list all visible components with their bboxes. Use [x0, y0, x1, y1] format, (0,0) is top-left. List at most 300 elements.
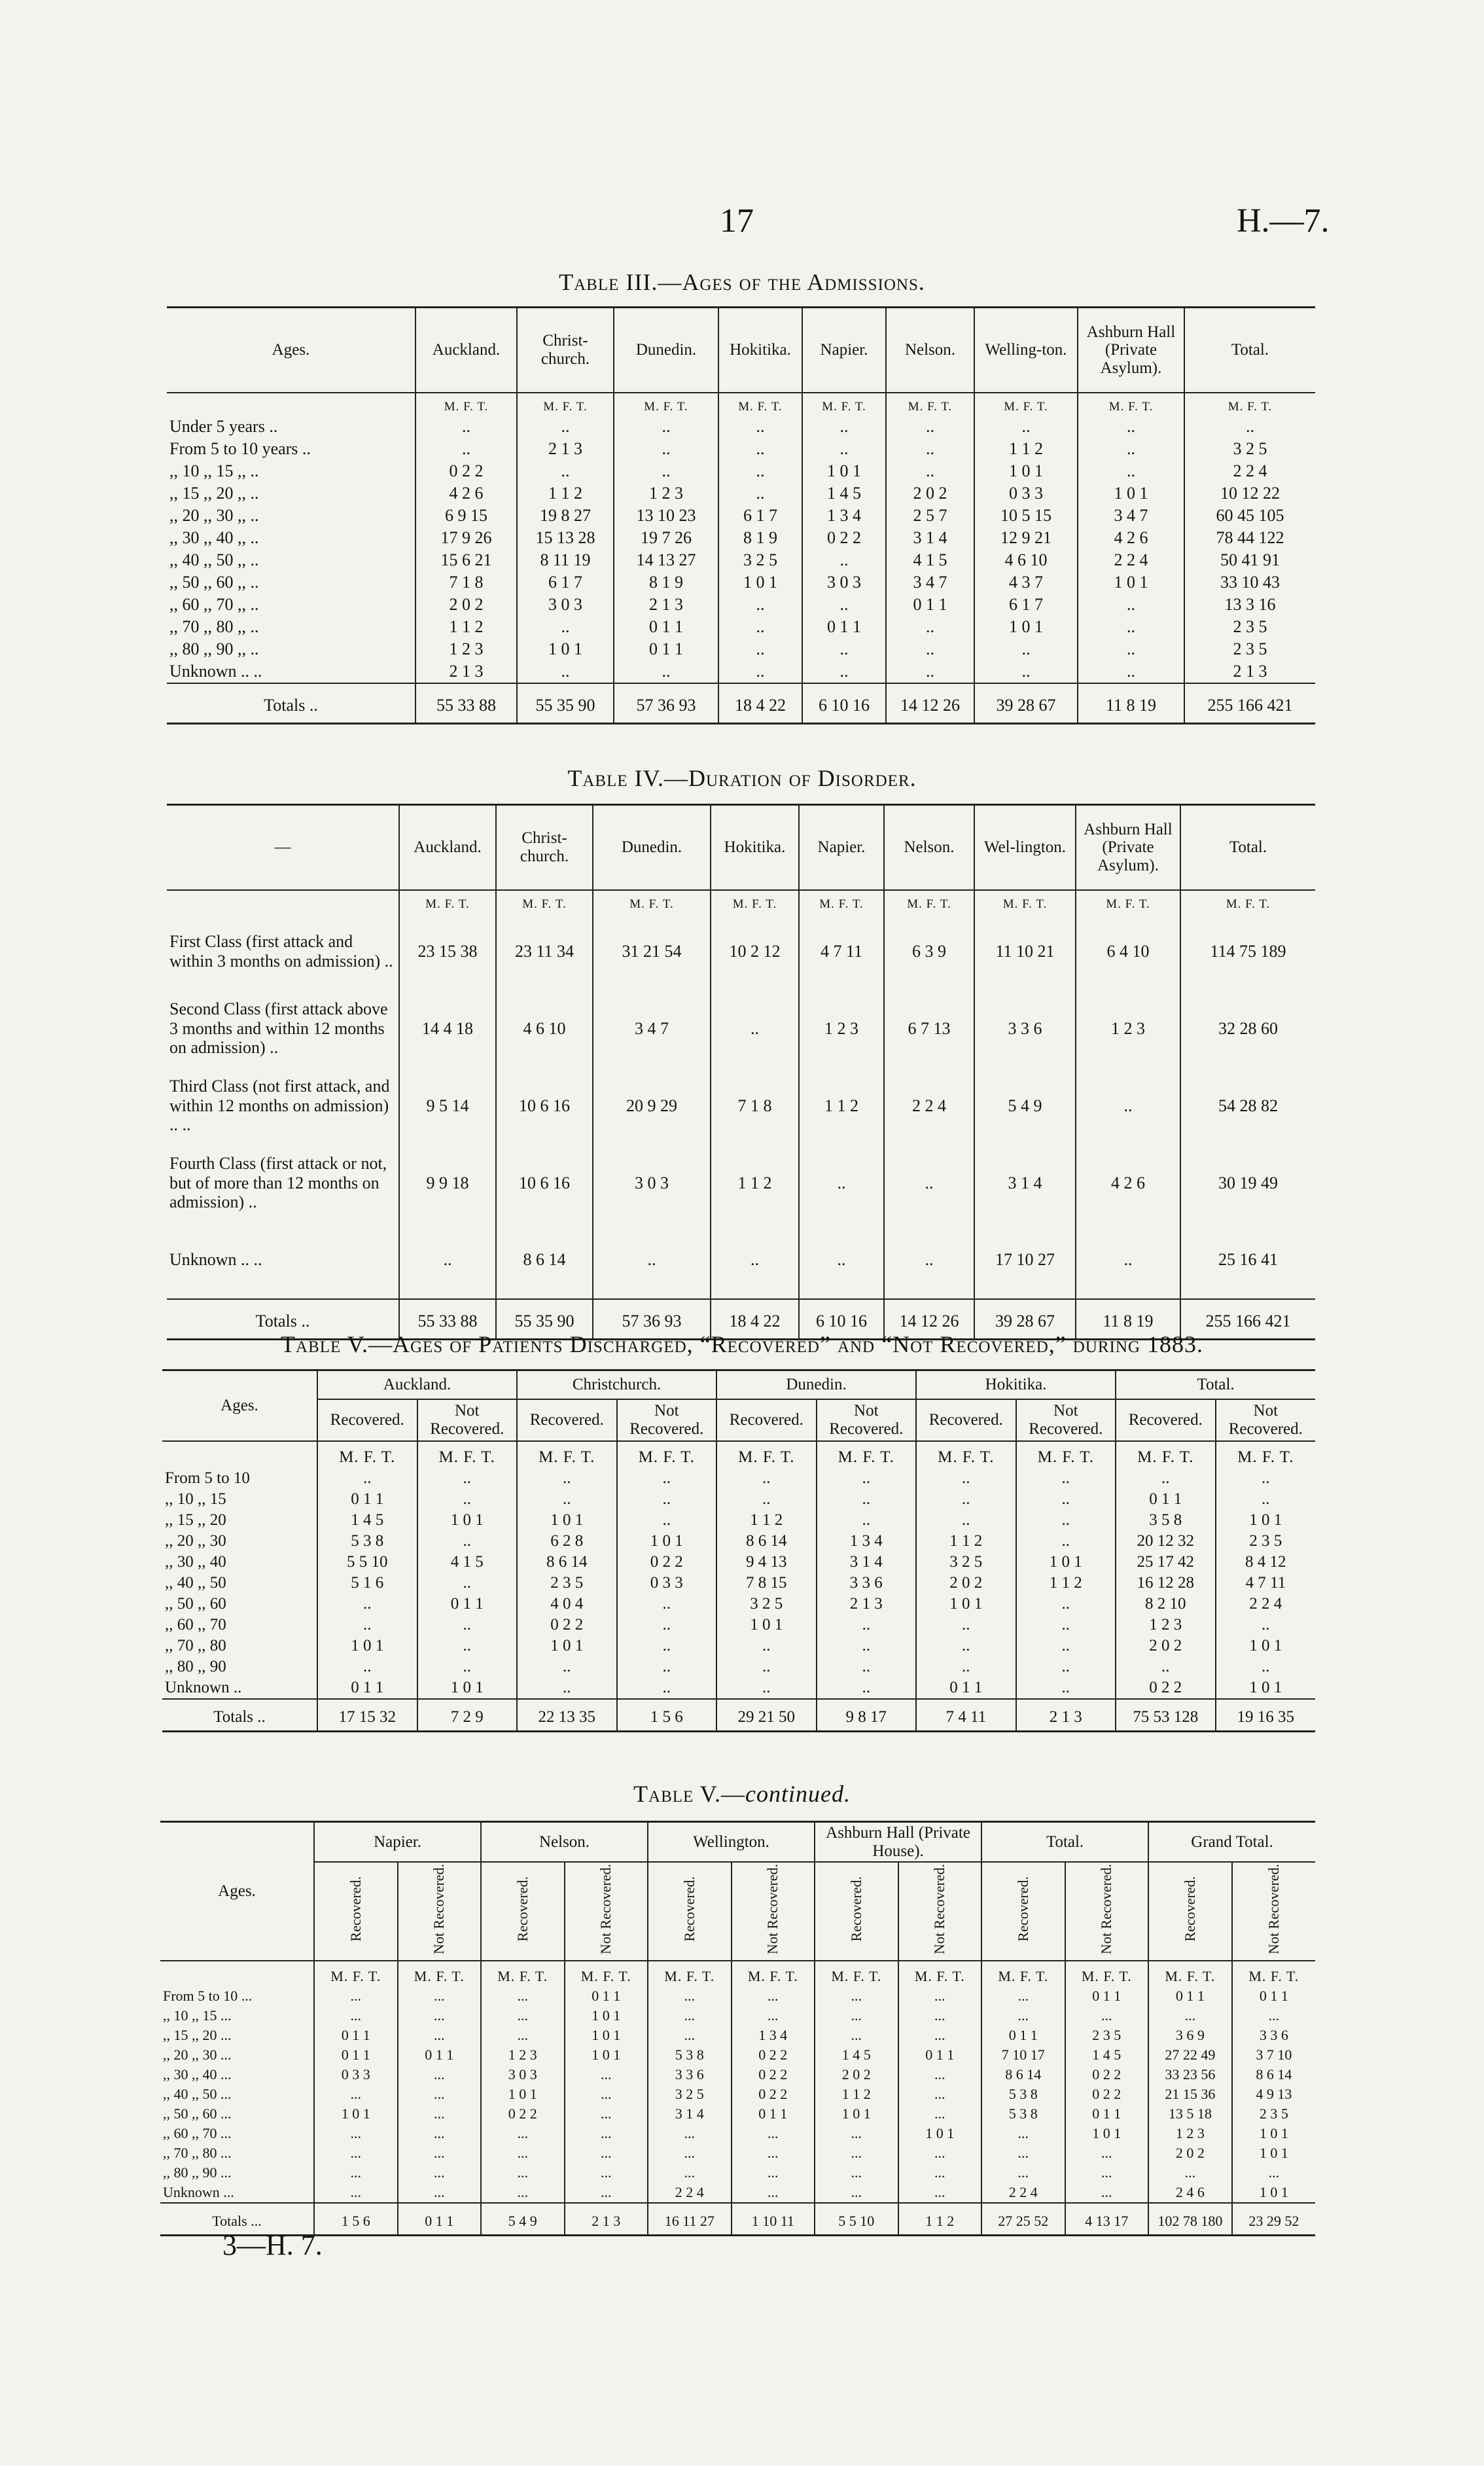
data-cell: 1 0 1: [565, 2026, 648, 2045]
data-cell: 2 2 4: [648, 2183, 732, 2203]
data-cell: 30 19 49: [1180, 1145, 1315, 1222]
column-header: Dunedin.: [593, 805, 711, 890]
data-cell: 10 2 12: [711, 913, 799, 990]
data-cell: 8 6 14: [1232, 2065, 1316, 2084]
data-cell: 3 3 6: [648, 2065, 732, 2084]
subgroup-header: Recovered.: [716, 1399, 817, 1441]
data-cell: 17 10 27: [974, 1222, 1076, 1299]
data-cell: ...: [648, 2124, 732, 2143]
data-cell: ...: [1065, 2006, 1149, 2026]
subgroup-header: [1232, 1862, 1316, 1961]
data-cell: 4 2 6: [415, 482, 517, 505]
data-cell: 1 0 1: [314, 2104, 398, 2124]
data-cell: 17 9 26: [415, 527, 517, 549]
table-row: [167, 549, 1315, 571]
table-row: [160, 2084, 1315, 2104]
subgroup-header: [1148, 1862, 1232, 1961]
subgroup-label: Not Recovered.: [764, 1864, 781, 1955]
data-cell: 1 0 1: [1065, 2124, 1149, 2143]
data-cell: ...: [398, 2163, 482, 2183]
data-cell: ..: [718, 482, 802, 505]
data-cell: 0 2 2: [1065, 2084, 1149, 2104]
data-cell: ...: [898, 2006, 982, 2026]
subgroup-header: Not Recovered.: [617, 1399, 717, 1441]
totals-cell: 255 166 421: [1184, 683, 1315, 724]
data-cell: 10 6 16: [496, 1067, 593, 1145]
data-cell: ..: [1078, 594, 1184, 616]
data-cell: ...: [1232, 2006, 1316, 2026]
subgroup-header: [648, 1862, 732, 1961]
data-cell: ...: [898, 2026, 982, 2045]
data-cell: 1 2 3: [614, 482, 718, 505]
table-row: [167, 638, 1315, 660]
row-label: ,, 20 ,, 30 ,, ..: [169, 505, 259, 525]
row-label: ,, 10 ,, 15: [165, 1490, 226, 1508]
column-header: Napier.: [799, 805, 884, 890]
table-row: [167, 1222, 1315, 1299]
subgroup-header: Recovered.: [1116, 1399, 1216, 1441]
row-label: ,, 70 ,, 80 ...: [163, 2144, 232, 2161]
data-cell: ..: [617, 1656, 717, 1677]
sex-subheader: M. F. T.: [799, 890, 884, 913]
page-reference: H.—7.: [1237, 202, 1330, 240]
data-cell: 1 0 1: [1232, 2143, 1316, 2163]
data-cell: ..: [1076, 1067, 1180, 1145]
subgroup-label: Recovered.: [1014, 1876, 1031, 1942]
data-cell: ..: [916, 1635, 1016, 1656]
row-label: ,, 15 ,, 20 ...: [163, 2026, 232, 2043]
row-label: ,, 50 ,, 60 ,, ..: [169, 572, 259, 592]
data-cell: 4 6 10: [974, 549, 1078, 571]
totals-cell: 29 21 50: [716, 1699, 817, 1732]
totals-cell: 27 25 52: [981, 2203, 1065, 2236]
table-row: [167, 660, 1315, 683]
data-cell: ..: [517, 460, 614, 482]
data-cell: 4 7 11: [799, 913, 884, 990]
sex-subheader: M. F. T.: [1016, 1441, 1116, 1468]
data-cell: 0 1 1: [417, 1594, 518, 1615]
data-cell: ..: [1216, 1468, 1316, 1489]
subheader-blank: [167, 393, 415, 416]
data-cell: ...: [398, 2065, 482, 2084]
data-cell: 1 0 1: [417, 1677, 518, 1699]
data-cell: ..: [593, 1222, 711, 1299]
totals-cell: 55 33 88: [415, 683, 517, 724]
sex-subheader: M. F. T.: [398, 1961, 482, 1986]
data-cell: ...: [565, 2084, 648, 2104]
data-cell: ..: [317, 1615, 417, 1635]
totals-cell: 1 10 11: [732, 2203, 815, 2236]
sex-subheader: M. F. T.: [1116, 1441, 1216, 1468]
totals-cell: 5 5 10: [815, 2203, 898, 2236]
data-cell: 2 3 5: [517, 1573, 617, 1594]
data-cell: 1 1 2: [415, 616, 517, 638]
table-row: [167, 616, 1315, 638]
table-row: [162, 1615, 1315, 1635]
data-cell: ..: [817, 1656, 917, 1677]
data-cell: ...: [815, 2026, 898, 2045]
data-cell: ...: [481, 2006, 565, 2026]
data-cell: ..: [517, 616, 614, 638]
data-cell: 1 1 2: [916, 1531, 1016, 1552]
data-cell: ...: [314, 2183, 398, 2203]
data-cell: 0 2 2: [732, 2084, 815, 2104]
row-label: ,, 10 ,, 15 ...: [163, 2007, 232, 2024]
sex-subheader: M. F. T.: [1148, 1961, 1232, 1986]
data-cell: 1 1 2: [799, 1067, 884, 1145]
totals-cell: 55 35 90: [496, 1299, 593, 1340]
row-label: ,, 30 ,, 40: [165, 1552, 226, 1571]
row-label: Second Class (first attack above 3 months and within 12 months on admission) ..: [169, 999, 388, 1058]
totals-cell: 0 1 1: [398, 2203, 482, 2236]
data-cell: ..: [415, 416, 517, 438]
data-cell: 1 3 4: [802, 505, 886, 527]
data-cell: 3 3 6: [974, 990, 1076, 1067]
data-cell: 2 3 5: [1184, 616, 1315, 638]
data-cell: 3 0 3: [517, 594, 614, 616]
totals-row: [162, 1699, 1315, 1732]
subgroup-header: [898, 1862, 982, 1961]
totals-cell: 255 166 421: [1180, 1299, 1315, 1340]
data-cell: 4 3 7: [974, 571, 1078, 594]
sex-subheader: M. F. T.: [711, 890, 799, 913]
data-cell: 2 5 7: [886, 505, 974, 527]
data-cell: 20 9 29: [593, 1067, 711, 1145]
data-cell: 3 1 4: [648, 2104, 732, 2124]
subgroup-header: Recovered.: [517, 1399, 617, 1441]
data-cell: 9 9 18: [399, 1145, 496, 1222]
data-cell: ..: [718, 416, 802, 438]
data-cell: ...: [898, 2143, 982, 2163]
data-cell: 3 0 3: [481, 2065, 565, 2084]
data-cell: ...: [565, 2065, 648, 2084]
table-row: [167, 1067, 1315, 1145]
data-cell: 1 0 1: [317, 1635, 417, 1656]
data-cell: 0 1 1: [614, 616, 718, 638]
data-cell: ..: [614, 460, 718, 482]
data-cell: 0 1 1: [886, 594, 974, 616]
data-cell: 1 2 3: [1116, 1615, 1216, 1635]
group-header: Wellington.: [648, 1822, 815, 1863]
data-cell: ...: [398, 2124, 482, 2143]
data-cell: 0 2 2: [517, 1615, 617, 1635]
data-cell: ...: [648, 2026, 732, 2045]
data-cell: 2 4 6: [1148, 2183, 1232, 2203]
group-header: Napier.: [314, 1822, 481, 1863]
data-cell: ...: [815, 2183, 898, 2203]
data-cell: ..: [884, 1145, 974, 1222]
table-row: [167, 482, 1315, 505]
table-row: [160, 2104, 1315, 2124]
sex-subheader: M. F. T.: [1076, 890, 1180, 913]
subheader-row: [167, 890, 1315, 913]
data-cell: 5 1 6: [317, 1573, 417, 1594]
data-cell: 8 6 14: [517, 1552, 617, 1573]
table-row: [160, 1986, 1315, 2006]
data-cell: ...: [565, 2143, 648, 2163]
data-cell: ..: [916, 1489, 1016, 1510]
subgroup-header: Not Recovered.: [817, 1399, 917, 1441]
data-cell: ...: [565, 2104, 648, 2124]
data-cell: 4 0 4: [517, 1594, 617, 1615]
subgroup-header: [732, 1862, 815, 1961]
data-cell: ..: [417, 1531, 518, 1552]
data-cell: 1 0 1: [1016, 1552, 1116, 1573]
data-cell: 6 1 7: [517, 571, 614, 594]
data-cell: 1 0 1: [517, 1510, 617, 1531]
data-cell: 14 13 27: [614, 549, 718, 571]
data-cell: 5 4 9: [974, 1067, 1076, 1145]
sex-subheader: M. F. T.: [716, 1441, 817, 1468]
data-cell: ..: [716, 1656, 817, 1677]
data-cell: 14 4 18: [399, 990, 496, 1067]
subgroup-header: Not Recovered.: [1216, 1399, 1316, 1441]
data-cell: 0 1 1: [916, 1677, 1016, 1699]
group-header: Total.: [1116, 1370, 1315, 1399]
data-cell: ..: [916, 1615, 1016, 1635]
row-label: Under 5 years ..: [169, 416, 278, 436]
subgroup-label: Not Recovered.: [1265, 1864, 1282, 1955]
data-cell: ...: [981, 2163, 1065, 2183]
data-cell: ...: [981, 2124, 1065, 2143]
totals-cell: 7 2 9: [417, 1699, 518, 1732]
data-cell: ..: [817, 1510, 917, 1531]
group-header: Auckland.: [317, 1370, 517, 1399]
data-cell: ...: [565, 2163, 648, 2183]
data-cell: 78 44 122: [1184, 527, 1315, 549]
table-row: [162, 1510, 1315, 1531]
column-header: Ashburn Hall (Private Asylum).: [1076, 805, 1180, 890]
column-header: Nelson.: [884, 805, 974, 890]
data-cell: ..: [617, 1615, 717, 1635]
sex-subheader: M. F. T.: [898, 1961, 982, 1986]
row-label: ,, 70 ,, 80: [165, 1636, 226, 1654]
data-cell: 1 2 3: [481, 2045, 565, 2065]
totals-cell: 39 28 67: [974, 683, 1078, 724]
data-cell: ...: [815, 2163, 898, 2183]
data-cell: ..: [886, 416, 974, 438]
totals-cell: 11 8 19: [1076, 1299, 1180, 1340]
sex-subheader: M. F. T.: [481, 1961, 565, 1986]
data-cell: 0 1 1: [398, 2045, 482, 2065]
totals-cell: 57 36 93: [593, 1299, 711, 1340]
data-cell: 33 10 43: [1184, 571, 1315, 594]
data-cell: 54 28 82: [1180, 1067, 1315, 1145]
subgroup-label: Recovered.: [847, 1876, 864, 1942]
totals-cell: 55 35 90: [517, 683, 614, 724]
data-cell: ...: [398, 1986, 482, 2006]
data-cell: ..: [1016, 1615, 1116, 1635]
data-cell: 0 1 1: [898, 2045, 982, 2065]
data-cell: 1 1 2: [716, 1510, 817, 1531]
data-cell: 3 0 3: [802, 571, 886, 594]
data-cell: 1 0 1: [974, 460, 1078, 482]
totals-label: Totals ...: [160, 2203, 314, 2236]
data-cell: 19 8 27: [517, 505, 614, 527]
data-cell: 7 10 17: [981, 2045, 1065, 2065]
data-cell: ..: [716, 1635, 817, 1656]
data-cell: ..: [1016, 1510, 1116, 1531]
data-cell: ..: [417, 1615, 518, 1635]
data-cell: 0 2 2: [1065, 2065, 1149, 2084]
data-cell: 3 2 5: [716, 1594, 817, 1615]
data-cell: ..: [802, 438, 886, 460]
data-cell: 5 3 8: [981, 2084, 1065, 2104]
data-cell: 6 2 8: [517, 1531, 617, 1552]
data-cell: ...: [898, 2163, 982, 2183]
data-cell: 5 3 8: [317, 1531, 417, 1552]
column-header: Auckland.: [415, 308, 517, 393]
table-row: [162, 1489, 1315, 1510]
data-cell: ...: [398, 2104, 482, 2124]
data-cell: ..: [517, 660, 614, 683]
data-cell: ...: [815, 2143, 898, 2163]
sex-subheader: M. F. T.: [399, 890, 496, 913]
data-cell: 0 2 2: [617, 1552, 717, 1573]
data-cell: 2 1 3: [415, 660, 517, 683]
data-cell: 1 0 1: [417, 1510, 518, 1531]
data-cell: ..: [415, 438, 517, 460]
data-cell: 1 0 1: [1078, 482, 1184, 505]
data-cell: ...: [314, 2124, 398, 2143]
table3-ages-of-admissions: [167, 306, 1315, 724]
table-row: [160, 2163, 1315, 2183]
data-cell: 19 7 26: [614, 527, 718, 549]
table-row: [167, 1145, 1315, 1222]
row-label: Third Class (not first attack, and within 12 months on admission) .. ..: [169, 1076, 390, 1135]
data-cell: ..: [617, 1489, 717, 1510]
data-cell: 0 1 1: [1116, 1489, 1216, 1510]
totals-row: [167, 683, 1315, 724]
data-cell: 0 1 1: [1232, 1986, 1316, 2006]
totals-cell: 5 4 9: [481, 2203, 565, 2236]
group-header: Nelson.: [481, 1822, 648, 1863]
data-cell: ...: [1148, 2163, 1232, 2183]
table-row: [162, 1635, 1315, 1656]
data-cell: ..: [1216, 1656, 1316, 1677]
data-cell: 1 4 5: [1065, 2045, 1149, 2065]
data-cell: ..: [417, 1573, 518, 1594]
row-label: First Class (first attack and within 3 months on admission) ..: [169, 931, 393, 971]
data-cell: ..: [1116, 1468, 1216, 1489]
data-cell: ..: [1078, 416, 1184, 438]
data-cell: 2 3 5: [1065, 2026, 1149, 2045]
row-label: ,, 40 ,, 50: [165, 1573, 226, 1592]
data-cell: ..: [614, 660, 718, 683]
data-cell: 2 1 3: [614, 594, 718, 616]
table-row: [162, 1531, 1315, 1552]
subgroup-label: Recovered.: [347, 1876, 364, 1942]
table-row: [167, 571, 1315, 594]
data-cell: 2 0 2: [815, 2065, 898, 2084]
data-cell: 3 4 7: [1078, 505, 1184, 527]
table5b-patients-discharged-continued: [160, 1821, 1315, 2236]
data-cell: 1 0 1: [481, 2084, 565, 2104]
data-cell: ..: [716, 1468, 817, 1489]
subgroup-label: Recovered.: [514, 1876, 531, 1942]
data-cell: ...: [981, 2006, 1065, 2026]
data-cell: 1 1 2: [711, 1145, 799, 1222]
column-header: Total.: [1184, 308, 1315, 393]
row-label: ,, 80 ,, 90: [165, 1657, 226, 1675]
data-cell: ..: [399, 1222, 496, 1299]
data-cell: ...: [565, 2183, 648, 2203]
data-cell: 1 0 1: [802, 460, 886, 482]
data-cell: ...: [898, 1986, 982, 2006]
data-cell: ...: [1232, 2163, 1316, 2183]
data-cell: ..: [718, 594, 802, 616]
data-cell: ..: [916, 1656, 1016, 1677]
data-cell: ..: [617, 1635, 717, 1656]
table-row: [162, 1677, 1315, 1699]
data-cell: ...: [898, 2104, 982, 2124]
totals-cell: 1 1 2: [898, 2203, 982, 2236]
subgroup-label: Not Recovered.: [1098, 1864, 1115, 1955]
totals-cell: 2 1 3: [1016, 1699, 1116, 1732]
data-cell: 1 1 2: [974, 438, 1078, 460]
data-cell: 1 4 5: [802, 482, 886, 505]
data-cell: 0 1 1: [614, 638, 718, 660]
data-cell: ...: [815, 1986, 898, 2006]
table5-caption: Table V.—Ages of Patients Discharged, “Recovered” and “Not Recovered,” during 1883.: [281, 1331, 1203, 1357]
data-cell: 1 0 1: [1216, 1510, 1316, 1531]
data-cell: ..: [417, 1656, 518, 1677]
data-cell: ..: [517, 1677, 617, 1699]
data-cell: 0 1 1: [802, 616, 886, 638]
totals-cell: 1 5 6: [617, 1699, 717, 1732]
data-cell: ...: [481, 2026, 565, 2045]
data-cell: 3 3 6: [1232, 2026, 1316, 2045]
data-cell: 1 0 1: [617, 1531, 717, 1552]
sex-subheader: M. F. T.: [496, 890, 593, 913]
data-cell: ..: [916, 1510, 1016, 1531]
column-header: Wel-lington.: [974, 805, 1076, 890]
data-cell: 2 0 2: [1148, 2143, 1232, 2163]
data-cell: 8 4 12: [1216, 1552, 1316, 1573]
data-cell: ...: [1148, 2006, 1232, 2026]
table-row: [167, 913, 1315, 990]
table-row: [167, 505, 1315, 527]
data-cell: 7 1 8: [415, 571, 517, 594]
data-cell: ..: [317, 1594, 417, 1615]
data-cell: ...: [481, 2183, 565, 2203]
table4-duration-of-disorder: [167, 804, 1315, 1340]
totals-cell: 4 13 17: [1065, 2203, 1149, 2236]
row-label: ,, 50 ,, 60 ...: [163, 2105, 232, 2122]
subgroup-header: Not Recovered.: [417, 1399, 518, 1441]
data-cell: ..: [1076, 1222, 1180, 1299]
totals-cell: 6 10 16: [799, 1299, 884, 1340]
sex-subheader: M. F. T.: [974, 393, 1078, 416]
table3-caption: Table III.—Ages of the Admissions.: [559, 269, 925, 295]
data-cell: ...: [398, 2084, 482, 2104]
sex-subheader: M. F. T.: [916, 1441, 1016, 1468]
ages-header: Ages.: [162, 1370, 317, 1441]
data-cell: 2 2 4: [1216, 1594, 1316, 1615]
data-cell: ...: [981, 1986, 1065, 2006]
data-cell: ..: [1016, 1677, 1116, 1699]
data-cell: ..: [799, 1222, 884, 1299]
row-label: From 5 to 10 ...: [163, 1987, 253, 2004]
totals-cell: 1 5 6: [314, 2203, 398, 2236]
data-cell: ..: [817, 1489, 917, 1510]
totals-cell: 6 10 16: [802, 683, 886, 724]
data-cell: 4 1 5: [417, 1552, 518, 1573]
data-cell: 1 4 5: [317, 1510, 417, 1531]
row-label: Fourth Class (first attack or not, but of more than 12 months on admission) ..: [169, 1153, 387, 1212]
row-label: Unknown ..: [165, 1678, 242, 1696]
sex-subheader: M. F. T.: [981, 1961, 1065, 1986]
